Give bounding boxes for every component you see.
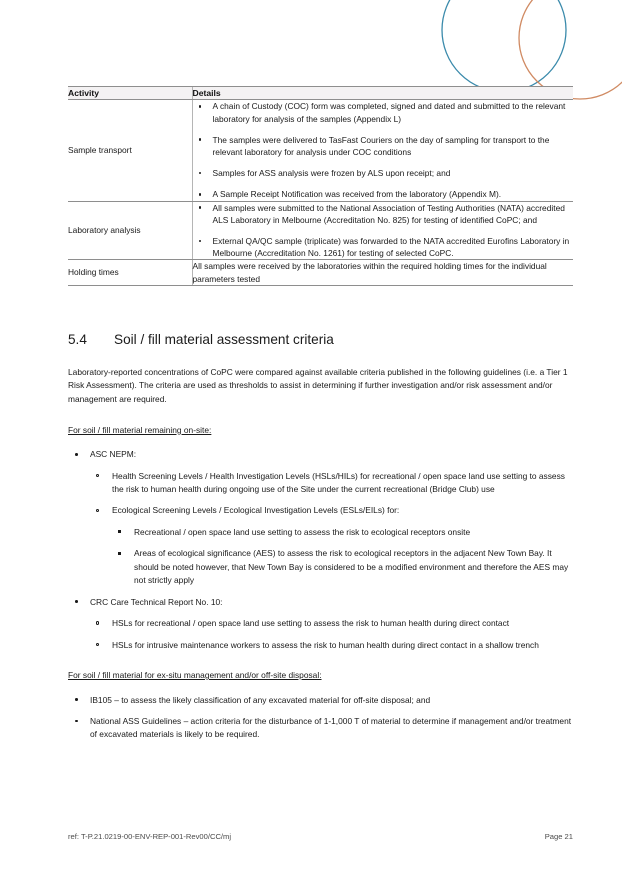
section-title: Soil / fill material assessment criteria <box>114 331 334 347</box>
onsite-criteria-list <box>68 448 573 652</box>
list-item: National ASS Guidelines – action criteria for the disturbance of 1-1,000 T of material to determine if management and/or treatment of excavated materials is likely to be required. <box>68 715 573 742</box>
list-item <box>90 470 573 497</box>
cell-activity: Laboratory analysis <box>68 201 192 260</box>
list-item: A chain of Custody (COC) form was completed, signed and dated and submitted to the relevant laboratory for analysis of the samples (Appendix L) <box>193 100 574 124</box>
details-text: All samples were received by the laboratories within the required holding times for the individual parameters tested <box>192 261 547 284</box>
table-body <box>68 100 573 285</box>
methodology-table <box>68 86 573 286</box>
table-row <box>68 100 573 201</box>
list-item-label: ASC NEPM: <box>90 449 137 460</box>
cell-details <box>192 260 573 285</box>
list-item: HSLs for intrusive maintenance workers to assess the risk to human health during direct contact in a shallow trench <box>90 639 573 652</box>
list-item: A Sample Receipt Notification was received from the laboratory (Appendix M). <box>193 188 574 200</box>
list-item-label: CRC Care Technical Report No. 10: <box>90 596 223 607</box>
table-header <box>68 87 573 100</box>
list-item: All samples were submitted to the National Association of Testing Authorities (NATA) accredited ALS Laboratory in Melbourne (Accreditation No. 825) for testing of identified CoPC; and <box>193 202 574 226</box>
column-header-details: Details <box>192 87 573 100</box>
list-item <box>68 448 573 588</box>
exsitu-criteria-list <box>68 694 573 742</box>
sublist <box>112 526 573 588</box>
sublist <box>90 617 573 652</box>
list-item <box>68 596 573 652</box>
list-item: Samples for ASS analysis were frozen by ALS upon receipt; and <box>193 167 574 179</box>
cell-details <box>192 100 573 201</box>
page-footer <box>68 832 573 841</box>
list-item-label: Health Screening Levels / Health Investigation Levels (HSLs/HILs) for recreational / open space land use setting to assess the risk to human health during ongoing use of the Site under the current recreational (Bridge Club) use <box>112 470 565 495</box>
section-number: 5.4 <box>68 331 87 347</box>
list-item: Recreational / open space land use setting to assess the risk to ecological receptors onsite <box>112 526 573 539</box>
sublist <box>90 470 573 588</box>
list-item: HSLs for recreational / open space land use setting to assess the risk to human health during direct contact <box>90 617 573 630</box>
cell-details <box>192 201 573 260</box>
subheading-exsitu: For soil / fill material for ex-situ management and/or off-site disposal: <box>68 669 322 680</box>
cell-activity: Holding times <box>68 260 192 285</box>
section-intro-paragraph: Laboratory-reported concentrations of CoPC were compared against available criteria published in the following guidelines (i.e. a Tier 1 Risk Assessment). The criteria are used as thresholds to assist in determining if further investigation and/or risk assessment and/or management are required. <box>68 366 568 404</box>
table-row <box>68 201 573 260</box>
footer-reference: ref: T-P.21.0219-00-ENV-REP-001-Rev00/CC/mj <box>68 832 232 841</box>
table-header-row <box>68 87 573 100</box>
footer-page-number: Page 21 <box>544 832 573 841</box>
details-bullet-list <box>193 202 574 260</box>
list-item: The samples were delivered to TasFast Couriers on the day of sampling for transport to the relevant laboratory for analysis under COC conditions <box>193 134 574 158</box>
cell-activity: Sample transport <box>68 100 192 201</box>
details-bullet-list <box>193 100 574 200</box>
list-item-label: Ecological Screening Levels / Ecological Investigation Levels (ESLs/EILs) for: <box>112 505 400 516</box>
list-item: IB105 – to assess the likely classification of any excavated material for off-site disposal; and <box>68 694 573 707</box>
subheading-onsite: For soil / fill material remaining on-site: <box>68 424 212 435</box>
page-content <box>68 86 573 750</box>
column-header-activity: Activity <box>68 87 192 100</box>
list-item: External QA/QC sample (triplicate) was forwarded to the NATA accredited Eurofins Laboratory in Melbourne (Accreditation No. 1261) for testing of selected CoPC. <box>193 235 574 259</box>
table-row <box>68 260 573 285</box>
list-item <box>90 504 573 587</box>
list-item: Areas of ecological significance (AES) to assess the risk to ecological receptors in the adjacent New Town Bay. It should be noted however, that New Town Bay is considered to be a modified environment and therefore the AES may not strictly apply <box>112 547 573 587</box>
section-heading <box>68 332 573 347</box>
